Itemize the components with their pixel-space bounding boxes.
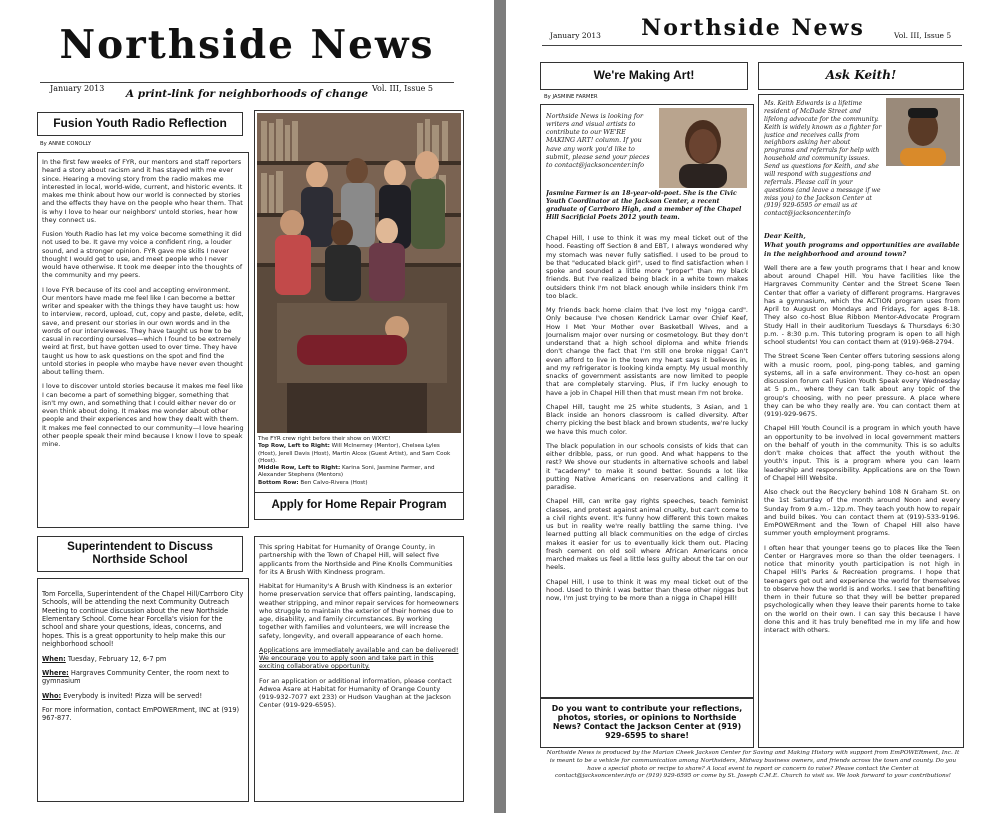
masthead: Northside News [641,15,865,41]
keith-paragraph: I often hear that younger teens go to places like the Teen Center or Hargraves more so than the older teenagers. I notice that minority youth participation is not high in Chapel Hill's Parks & Recreation programs. I hope that teenagers get out and experience the world for themselves to observe how the world is and works. I see that benefiting them in their future so that they will be better prepared psychologically when they leave their parents home to take on the world on their own. I can say this because I have done this and it has truly benefited me in my life and how interact with others. [764,543,960,634]
art-article-title: We're Making Art! [540,62,748,90]
keith-salutation: Dear Keith, [764,232,806,240]
art-call-for-submissions: Northside News is looking for writers and visual artists to contribute to our WE'RE MAKING ART! column. If you have any work you'd like to submit, please send your pieces to contact@jacksoncenter.info [546,112,650,169]
fyr-crew-photo [257,113,461,433]
art-paragraph: My friends back home claim that I've lost my "nigga card". Only because I've chosen Kendrick Lamar over Chief Keef, How I Met Your Mother over Basketball Wives, and a Journalism major over nursing or cosmetology. But they don't understand that a high school diploma and white friends don't change the fact that I'm still one broke nigga! Can't even afford to live in the town my heart says it believes in, and my refrigerator is looking kinda empty. My usual monthly snacks of government assistants are now limited to people that are completely starving. Plus, if I'm lucky enough to have a job in Chapel Hill then that must mean I'm not broke. [546,306,748,397]
issue-volume: Vol. III, Issue 5 [894,31,952,40]
school-contact: For more information, contact EmPOWERment, INC at (919) 967-877. [42,705,240,723]
radio-paragraph: Fusion Youth Radio has let my voice become something it did not used to be. It gave my voice a confident ring, a louder sound, and a stronger opinion. FYR gave me skills I never thought I would get to use, and meet people who I never would have otherwise. It took me deeper into the thoughts of the community and my peers. [42,230,243,280]
caption-label: Top Row, Left to Right: [258,443,330,450]
radio-article-body [42,158,244,524]
who-label: Who: [42,691,62,700]
school-paragraph: Tom Forcella, Superintendent of the Chapel Hill/Carrboro City Schools, will be attending the next Community Outreach Meeting to continue discussion about the new Northside Elementary School. Come hear Forcella's vision for the school and share your questions, ideas, concerns, and hopes. This is a great opportunity to help make this our neighborhood school! [42,590,244,649]
when-label: When: [42,654,66,663]
radio-paragraph: In the first few weeks of FYR, our mentors and staff reporters heard a story about racism and it has stayed with me ever since. Hearing a moving story from the radio makes me interested in local, world-wide, current, and historic events. It makes me think about how our world is connected by stories and the effects they have on the people who hear them. That is why I love to hear our neighbors' untold stories, hear how they connect us. [42,158,243,224]
art-paragraph: Chapel Hill, I use to think it was my meal ticket out of the hood. Used to think I was better than these other niggas but now, I'm just trying to be more than a nigga in Chapel Hill! [546,577,748,602]
school-when [42,655,244,663]
tagline: A print-link for neighborhoods of change [125,88,369,100]
repair-article-title: Apply for Home Repair Program [254,492,464,520]
radio-article-title: Fusion Youth Radio Reflection [37,112,243,136]
issue-date: January 2013 [550,31,601,40]
school-article-title: Superintendent to Discuss Northside School [37,536,243,572]
caption-names: Will McInerney (Mentor), Chelsea Lyles (Host), Jerell Davis (Host), Martin Alcox (Guest Artist), and Sam Cook (Host). [258,443,451,464]
newsletter-page-1 [0,0,494,813]
art-paragraph: Chapel Hill, can write gay rights speeches, teach feminist classes, and protest against animal cruelty, but can't come to a civil rights event. It's funny how different this town makes us but in reality we're really battling the same thing. I've learned putting all black communities on the edge of circles makes it easier for us to eventually kick them out. Placing fresh cement on old soil where African Americans once marched makes us feel a little less guilty about the tar on our heels. [546,497,748,572]
keith-paragraph: Chapel Hill Youth Council is a program in which youth have an opportunity to be involved in local government matters on the behalf of youth in the community. This is so adults don't make choices that affect the youth without the youth's input. This is a program where you can learn leadership and responsibility. Applications are on the Town of Chapel Hill Website. [764,424,960,482]
caption-names: Karina Soni, Jasmine Farmer, and Alexander Stephens (Mentors) [258,465,435,479]
keith-paragraph: The Street Scene Teen Center offers tutoring sessions along with a music room, pool, ping-pong tables, and gaming systems, all in a safe environment. They co-host an open discussion forum call Fusion Youth Speak every Wednesday at 5 p.m., where they can talk about any topic of the group's choosing, with no peer pressure. A place where they can be who they really are. You can contact them at (919)-929-9675. [764,352,960,418]
fyr-crew-photo-image [257,113,461,433]
caption-names: Ben Calvo-Rivera (Host) [298,479,368,486]
newsletter-page-2 [506,0,1000,813]
jasmine-farmer-photo-image [659,108,747,188]
caption-top-row [258,443,460,465]
keith-edwards-photo-image [886,98,960,166]
jasmine-farmer-photo [659,108,747,188]
repair-paragraph: For an application or additional information, please contact Adwoa Asare at Habitat for Humanity of Orange County (919-932-7077 ext 233) or Hudson Vaughan at the Jackson Center (919-929-6595). [259,676,452,710]
newsletter-footer: Northside News is produced by the Marian Cheek Jackson Center for Saving and Making History with support from EmPOWERment, Inc. It is meant to be a vehicle for communication among Northsiders, Midway business owners, and friends across the town and county. Do you have a special photo or recipe to share? A local event to report or concern to raise? Please contact the Center at contact@jacksoncenter.info or (919) 929-6595 or come by St. Joseph C.M.E. Church to visit us. We look forward to your contributions! [546,750,960,780]
art-author-bio: Jasmine Farmer is an 18-year-old-poet. She is the Civic Youth Coordinator at the Jackson Center, a recent graduate of Carrboro High, and a member of the Chapel Hill Sacrificial Poets 2012 youth team. [546,190,742,221]
keith-paragraph: Also check out the Recyclery behind 108 N Graham St. on the 1st Saturday of the month around Noon and every Sunday from 9 a.m.- 12p.m. They teach youth how to repair and build bikes. You can contact them at (919)-533-9196. EmPOWERment and the Town of Chapel Hill also have summer youth employment programs. [764,488,960,538]
keith-intro: Ms. Keith Edwards is a lifetime resident of McDade Street and lifelong advocate for the community. Keith is widely known as a fighter for justice and receives calls from neighbors asking her about programs and referrals for help with household and community issues. Send us questions for Keith, and she will respond with suggestions and referrals. Please call in your questions (and leave a message if we miss you) to the Jackson Center at (919) 929-6595 or email us at contact@jacksoncenter.info [764,100,882,218]
issue-volume: Vol. III, Issue 5 [372,84,433,93]
caption-label: Bottom Row: [258,479,299,486]
masthead-rule [542,45,962,46]
art-paragraph: Chapel Hill, I use to think it was my meal ticket out of the hood. Feasting off Section 8 and EBT, I always wondered why my stomach was never fully satisfied. I used to be proud to be that "educated black girl", used to find satisfaction when I spoke and sounded a little more "proper" than my black friends. But I've realized being black in a white town makes outsiders think I'm not black enough while insiders think I'm too black. [546,234,748,300]
school-who [42,692,244,700]
keith-question: What youth programs and opportunities are available in the neighborhood and around town? [764,241,960,258]
contribute-callout: Do you want to contribute your reflections, photos, stories, or opinions to Northside News? Contact the Jackson Center at (919) 929-6595 to share! [540,698,754,748]
radio-byline: By ANNIE CONOLLY [40,141,92,147]
art-paragraph: The black population in our schools consists of kids that can either dribble, pass, or run good. And what happens to the rest? We shove our students in alternative schools and label it "academy" to make it sound better. Sounds a lot like putting Native Americans on reservations and calling it paradise. [546,441,748,491]
keith-paragraph: Well there are a few youth programs that I hear and know about around Chapel Hill. You have facilities like the Hargraves Community Center and the Street Scene Teen Center that offer a variety of different programs. Hargraves has a gymnasium, which the ACTION program uses from April to August on Mondays and Fridays, for ages 8-18. They also co-host Blue Ribbon Mentor-Advocate Program Study Hall in their auditorium Tuesdays & Thursdays 6:30 p.m. - 8:30 p.m. This tutoring program is open to all high school students! You can contact them at (919)-968-2794. [764,263,960,346]
art-byline: By JASMINE FARMER [544,94,598,100]
masthead: Northside News [59,22,435,68]
radio-paragraph: I love to discover untold stories because it makes me feel like I can become a part of something bigger, something that isn't my own, and something that I could either never do or even think about doing. It makes me wonder about other people and their experiences and how they dealt with them. It makes me feel connected to our community—I love hearing other people speak their mind because I know I love to speak mine. [42,382,244,448]
who-value: Everybody is invited! Pizza will be served! [61,691,203,700]
caption-bottom-row [258,480,460,487]
caption-middle-row [258,465,460,480]
art-paragraph: Chapel Hill, taught me 25 white students, 3 Asian, and 1 Black inside an honors classroom is called diversity. After cherry picking the best black and brown students, we're lucky we have this much color. [546,402,748,436]
repair-paragraph: Habitat for Humanity's A Brush with Kindness is an exterior home preservation service that offers painting, landscaping, weather stripping, and minor repair services for homeowners who struggle to maintain the exterior of their homes due to age, disability, and family circumstances. By working together with families and volunteers, we will increase the safety, longevity, and overall appearance of each home. [259,582,459,640]
repair-paragraph: Applications are immediately available and can be delivered! We encourage you to apply soon and take part in this exciting collaborative opportunity. [259,645,459,671]
school-where [42,669,244,686]
keith-column-body [764,232,960,742]
where-value: Hargraves Community Center, the room next to gymnasium [42,668,229,686]
repair-paragraph: This spring Habitat for Humanity of Orange County, in partnership with the Town of Chapel Hill, will select five applicants from the Northside and Pine Knolls Communities for its A Brush With Kindness program. [259,543,453,576]
masthead-rule [40,82,454,83]
issue-date: January 2013 [50,84,105,93]
caption-label: Middle Row, Left to Right: [258,465,341,472]
radio-paragraph: I love FYR because of its cool and accepting environment. Our mentors have made me feel like I can become a better writer and speaker with the things they have taught us: how to interview, record, upload, cut, copy and paste, delete, edit, save, and present our stories in our own words and in the words of our interviewees. They have taught us how to be casual in recording ourselves—which I found to be extremely weird at first, but have gotten used to over time. They have taught us how to ask questions on the spot and find the untold stories in people who maybe have never even thought about telling them. [42,285,244,376]
where-label: Where: [42,668,69,677]
keith-edwards-photo [886,98,960,166]
repair-article-body [259,543,459,799]
caption-intro: The FYR crew right before their show on WXYC! [258,436,391,442]
keith-column-title: Ask Keith! [758,62,964,90]
art-article-body [546,234,748,646]
school-article-body [42,590,244,800]
when-value: Tuesday, February 12, 6-7 pm [65,654,167,663]
